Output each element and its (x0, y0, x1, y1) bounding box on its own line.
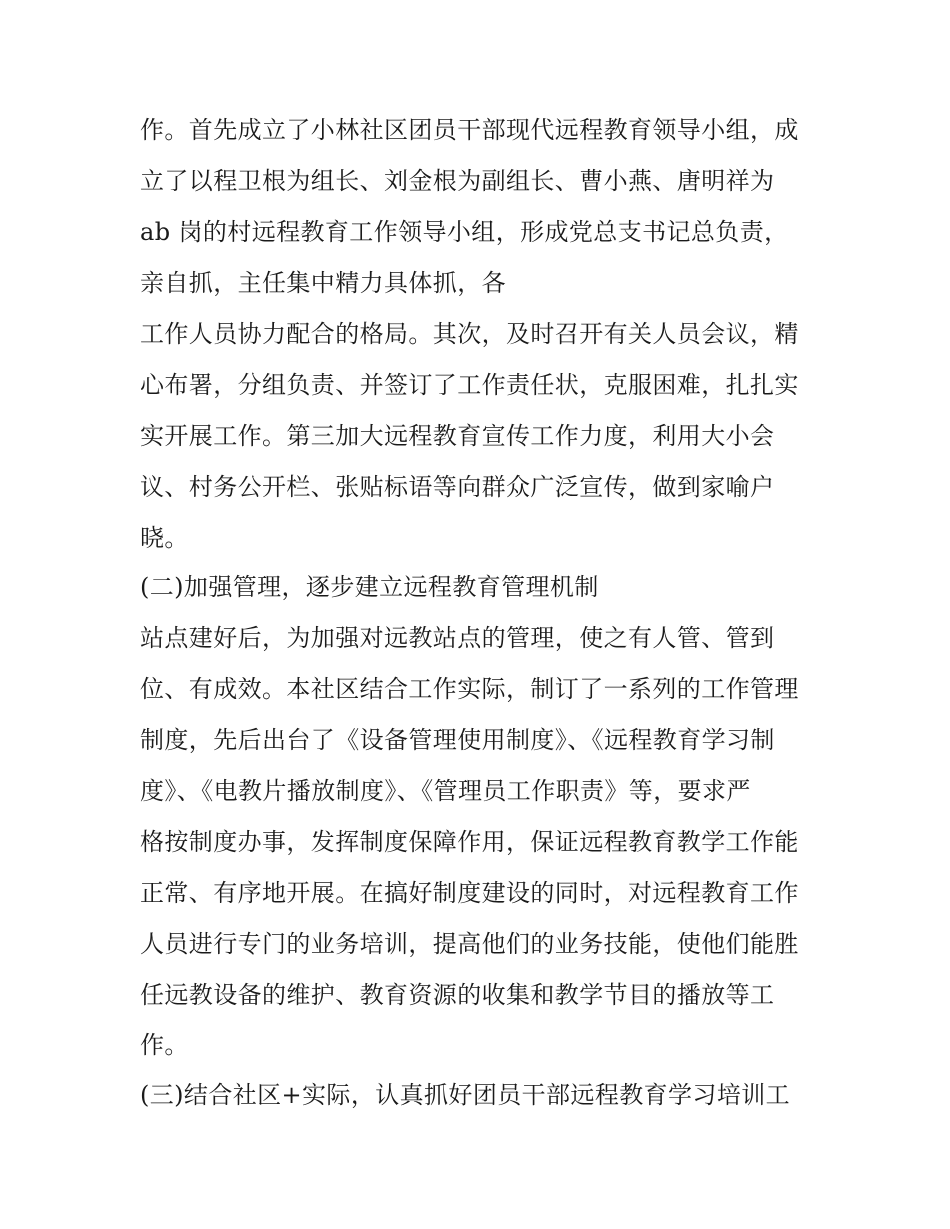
text-line: 立了以程卫根为组长、刘金根为副组长、曹小燕、唐明祥为 (140, 167, 775, 195)
text-line: 亲自抓，主任集中精力具体抓，各 (140, 269, 506, 297)
section-heading: (三)结合社区+实际，认真抓好团员干部远程教育学习培训工 (140, 1081, 791, 1109)
text-line: 作。 (140, 1031, 189, 1059)
text-line: 晓。 (140, 524, 189, 552)
text-line: 工作人员协力配合的格局。其次，及时召开有关人员会议，精 (140, 320, 799, 348)
text-line: ab 岗的村远程教育工作领导小组，形成党总支书记总负责， (140, 218, 789, 246)
text-line: 作。首先成立了小林社区团员干部现代远程教育领导小组，成 (140, 116, 799, 144)
text-line: 人员进行专门的业务培训，提高他们的业务技能，使他们能胜 (140, 930, 799, 958)
text-line: 实开展工作。第三加大远程教育宣传工作力度，利用大小会 (140, 422, 775, 450)
text-line: 度》、《电教片播放制度》、《管理员工作职责》等，要求严 (140, 777, 751, 805)
text-line: 议、村务公开栏、张贴标语等向群众广泛宣传，做到家喻户 (140, 473, 775, 501)
text-line: 位、有成效。本社区结合工作实际，制订了一系列的工作管理 (140, 675, 799, 703)
section-heading: (二)加强管理，逐步建立远程教育管理机制 (140, 573, 599, 601)
text-line: 任远教设备的维护、教育资源的收集和教学节目的播放等工 (140, 981, 775, 1009)
text-line: 正常、有序地开展。在搞好制度建设的同时，对远程教育工作 (140, 879, 799, 907)
text-line: 心布署，分组负责、并签订了工作责任状，克服困难，扎扎实 (140, 371, 799, 399)
text-line: 站点建好后，为加强对远教站点的管理，使之有人管、管到 (140, 624, 775, 652)
text-line: 制度，先后出台了《设备管理使用制度》、《远程教育学习制 (140, 726, 775, 754)
text-line: 格按制度办事，发挥制度保障作用，保证远程教育教学工作能 (140, 828, 799, 856)
